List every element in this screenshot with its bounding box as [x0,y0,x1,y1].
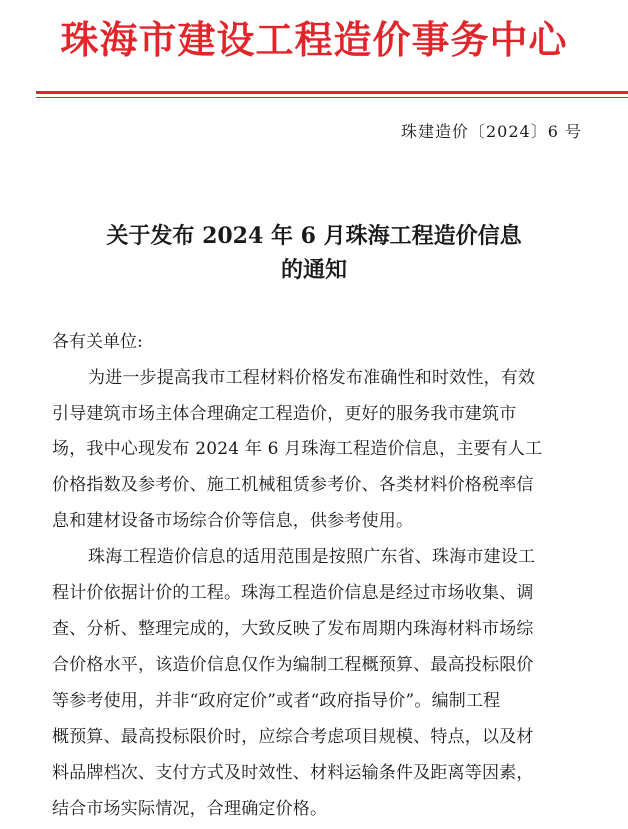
salutation: 各有关单位: [52,332,143,352]
red-divider-thick [36,91,628,94]
paragraph-2-line: 珠海工程造价信息的适用范围是按照广东省、珠海市建设工 [88,547,536,567]
paragraph-1-line: 价格指数及参考价、施工机械租赁参考价、各类材料价格税率信 [52,475,534,495]
paragraph-2-line: 查、分析、整理完成的，大致反映了发布周期内珠海材料市场综 [52,619,534,639]
red-divider-thin [36,97,628,98]
document-title-line-2: 的通知 [280,257,347,283]
paragraph-1-line: 场，我中心现发布 2024 年 6 月珠海工程造价信息，主要有人工 [52,439,543,459]
document-number: 珠建造价〔2024〕6 号 [401,122,582,141]
issuer-header-title: 珠海市建设工程造价事务中心 [60,18,568,62]
document-title-line-1: 关于发布 2024 年 6 月珠海工程造价信息 [106,223,522,249]
paragraph-2-line: 程计价依据计价的工程。珠海工程造价信息是经过市场收集、调 [52,583,534,603]
paragraph-1-line: 息和建材设备市场综合价等信息，供参考使用。 [52,511,414,531]
paragraph-2-line: 等参考使用，并非“政府定价”或者“政府指导价”。编制工程 [52,691,501,711]
paragraph-2-line: 概预算、最高投标限价时，应综合考虑项目规模、特点，以及材 [52,727,534,747]
paragraph-1-line: 为进一步提高我市工程材料价格发布准确性和时效性，有效 [88,368,536,388]
paragraph-2-line: 合价格水平，该造价信息仅作为编制工程概预算、最高投标限价 [52,655,534,675]
paragraph-2-line: 料品牌档次、支付方式及时效性、材料运输条件及距离等因素， [52,763,534,783]
paragraph-1-line: 引导建筑市场主体合理确定工程造价，更好的服务我市建筑市 [52,404,517,424]
paragraph-2-line: 结合市场实际情况，合理确定价格。 [52,799,328,819]
